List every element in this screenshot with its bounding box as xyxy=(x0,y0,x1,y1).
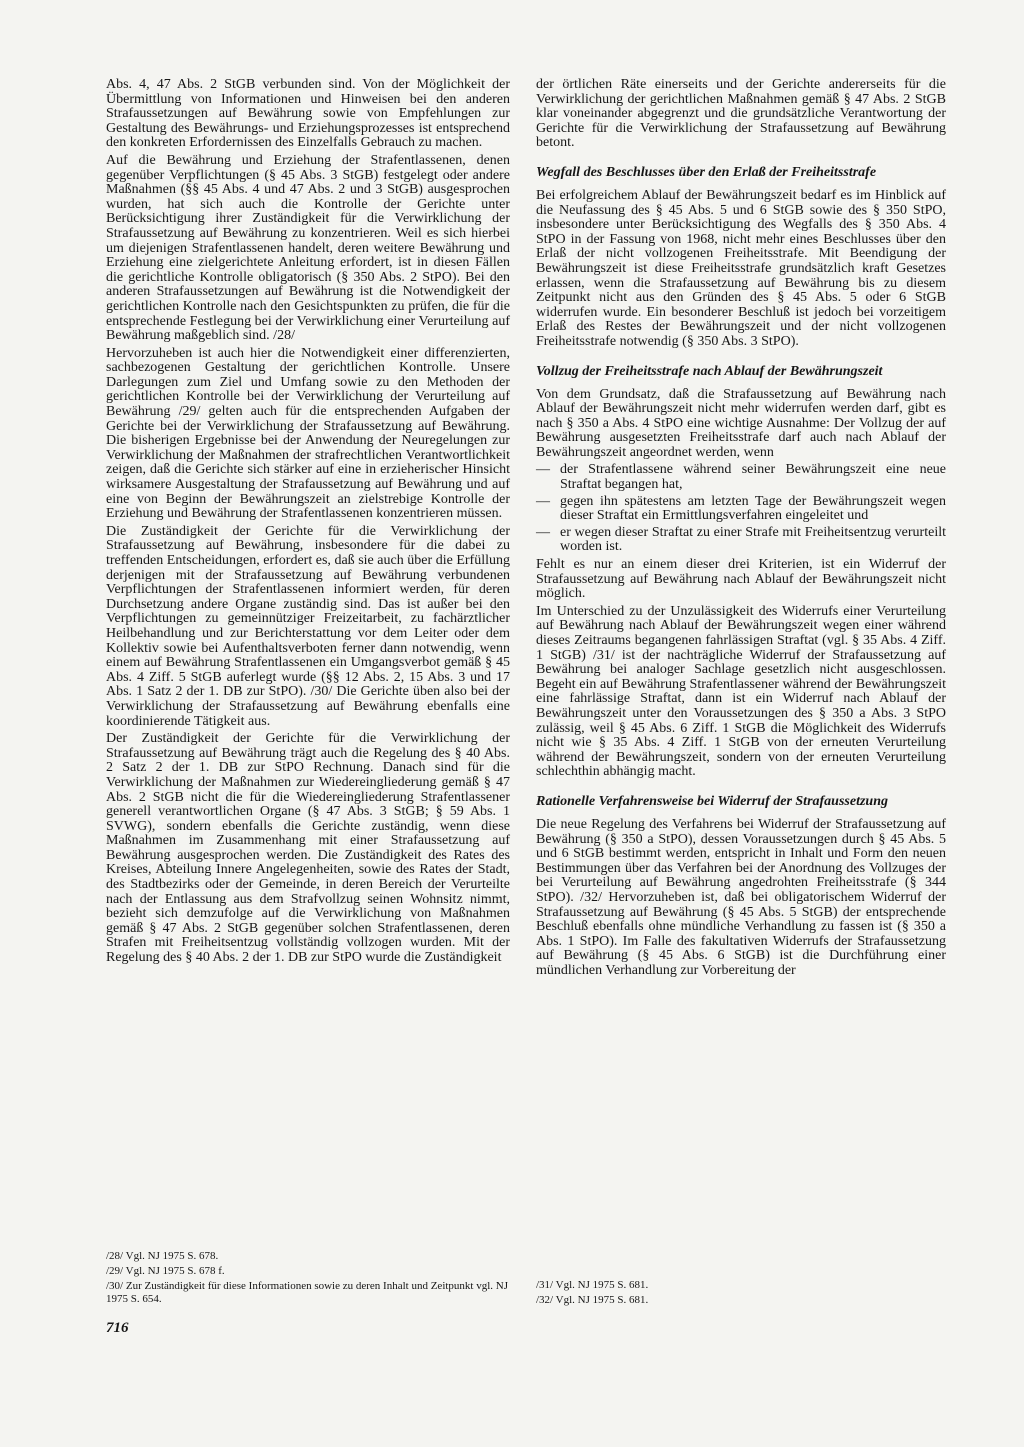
paragraph: Die Zuständigkeit der Gerichte für die Verwirklichung der Strafaussetzung auf Bewährung, insbesondere für die dabei zu treffenden Entscheidungen, erfordert es, daß sie auch über die Erfüllung derjenigen mit der Strafaussetzung auf Bewährung verbundenen Verpflichtungen der Strafentlassenen informiert werden, für deren Durchsetzung andere Organe zuständig sind. Das ist außer bei den Verpflichtungen zu gemeinnütziger Freizeitarbeit, zu fachärztlicher Heilbehandlung und zur Berichterstattung vor dem Leiter oder dem Kollektiv sowie bei Aufenthaltsverboten ferner dann notwendig, wenn einem auf Bewährung Strafentlassenen ein Umgangsverbot gemäß § 45 Abs. 4 Ziff. 5 StGB auferlegt wurde (§§ 12 Abs. 2, 15 Abs. 3 und 17 Abs. 1 Satz 2 der 1. DB zur StPO). /30/ Die Gerichte üben also bei der Verwirklichung der Strafaussetzung auf Bewährung ebenfalls eine koordinierende Tätigkeit aus. xyxy=(106,523,510,729)
footnote: /31/ Vgl. NJ 1975 S. 681. xyxy=(536,1279,649,1291)
page-number: 716 xyxy=(106,1320,129,1336)
list-item: — der Strafentlassene während seiner Bewährungszeit eine neue Straftat begangen hat, xyxy=(536,462,946,493)
list-item-text: der Strafentlassene während seiner Bewährungszeit eine neue Straftat begangen hat, xyxy=(560,462,946,493)
list-item-text: gegen ihn spätestens am letzten Tage der Bewährungszeit wegen dieser Straftat ein Ermittlungsverfahren eingeleitet und xyxy=(560,493,946,524)
criteria-list xyxy=(536,463,946,555)
footnotes-right xyxy=(536,1279,946,1309)
section-heading: Rationelle Verfahrensweise bei Widerruf der Strafaussetzung xyxy=(536,793,888,809)
paragraph: Bei erfolgreichem Ablauf der Bewährungszeit bedarf es im Hinblick auf die Neufassung des § 45 Abs. 5 und 6 StGB sowie des § 350 StPO, insbesondere unter Berücksichtigung des Wegfalls des § 350 Abs. 4 StPO in der Fassung von 1968, nicht mehr eines Beschlusses über den Erlaß der nicht vollzogenen Freiheitsstrafe. Mit Beendigung der Bewährungszeit ist diese Freiheitsstrafe grundsätzlich kraft Gesetzes erlassen, wenn die Strafaussetzung auf Bewährung bis zu diesem Zeitpunkt nicht aus den Gründen des § 45 Abs. 5 oder 6 StGB widerrufen wurde. Ein besonderer Beschluß ist jedoch bei vorzeitigem Erlaß des Restes der Bewährungszeit und der nicht vollzogenen Freiheitsstrafe notwendig (§ 350 Abs. 3 StPO). xyxy=(536,187,946,349)
paragraph: der örtlichen Räte einerseits und der Gerichte andererseits für die Verwirklichung der gerichtlichen Maßnahmen gemäß § 47 Abs. 2 StGB klar voneinander abgegrenzt und die grundsätzliche Verantwortung der Gerichte für die Verwirklichung der Strafaussetzung auf Bewährung betont. xyxy=(536,77,946,151)
footnote: /29/ Vgl. NJ 1975 S. 678 f. xyxy=(106,1265,225,1277)
paragraph: Der Zuständigkeit der Gerichte für die Verwirklichung der Strafaussetzung auf Bewährung trägt auch die Regelung des § 40 Abs. 2 Satz 2 der 1. DB zur StPO Rechnung. Danach sind für die Verwirklichung der Maßnahmen zur Wiedereingliederung gemäß § 47 Abs. 2 StGB nicht die für die Wiedereingliederung Strafentlassener generell verantwortlichen Organe (§ 47 Abs. 3 StGB; § 59 Abs. 1 SVWG), sondern ebenfalls die Gerichte zuständig, wenn diese Maßnahmen im Zusammenhang mit einer Strafaussetzung auf Bewährung ausgesprochen werden. Die Zuständigkeit des Rates des Kreises, Abteilung Innere Angelegenheiten, sowie des Rates der Stadt, des Stadtbezirks oder der Gemeinde, in deren Bereich der Verurteilte nach der Entlassung aus dem Strafvollzug seinen Wohnsitz nimmt, bezieht sich demzufolge auf die Verwirklichung von Maßnahmen gemäß § 47 Abs. 2 StGB gegenüber solchen Strafentlassenen, deren Strafen mit Freiheitsentzug vollständig vollzogen wurden. Mit der Regelung des § 40 Abs. 2 der 1. DB zur StPO wurde die Zuständigkeit xyxy=(106,731,510,966)
paragraph: Im Unterschied zu der Unzulässigkeit des Widerrufs einer Verurteilung auf Bewährung nach Ablauf der Bewährungszeit wegen einer während dieses Zeitraums begangenen fahrlässigen Straftat (vgl. § 35 Abs. 4 Ziff. 1 StGB) /31/ ist der nachträgliche Widerruf der Strafaussetzung auf Bewährung bei analoger Sachlage gesetzlich nicht ausgeschlossen. Begeht ein auf Bewährung Strafentlassener während der Bewährungszeit eine fahrlässige Straftat, dann ist ein Widerruf nach Ablauf der Bewährungszeit unter den Voraussetzungen des § 350 a Abs. 3 StPO zulässig, weil § 45 Abs. 6 Ziff. 1 StGB die Möglichkeit des Widerrufs nicht wie § 35 Abs. 4 Ziff. 1 StGB von der erneuten Verurteilung während der Bewährungszeit, sondern von der erneuten Verurteilung schlechthin abhängig macht. xyxy=(536,603,946,780)
footnote: /30/ Zur Zuständigkeit für diese Informationen sowie zu deren Inhalt und Zeitpunkt vgl. NJ 1975 S. 654. xyxy=(106,1280,509,1305)
paragraph: Die neue Regelung des Verfahrens bei Widerruf der Strafaussetzung auf Bewährung (§ 350 a StPO), dessen Voraussetzungen durch § 45 Abs. 5 und 6 StGB bestimmt werden, entspricht in Inhalt und Form den neuen Bestimmungen über das Verfahren bei der Anordnung des Vollzuges der bei Verurteilung auf Bewährung angedrohten Freiheitsstrafe (§ 344 StPO). /32/ Hervorzuheben ist, daß bei obligatorischem Widerruf der Strafaussetzung auf Bewährung (§ 45 Abs. 5 StGB) der entsprechende Beschluß ebenfalls ohne mündliche Verhandlung zu fassen ist (§ 350 a Abs. 1 StPO). Im Falle des fakultativen Widerrufs der Strafaussetzung auf Bewährung (§ 45 Abs. 6 StGB) ist die Durchführung einer mündlichen Verhandlung zur Vorbereitung der xyxy=(536,816,946,978)
paragraph: Auf die Bewährung und Erziehung der Strafentlassenen, denen gegenüber Verpflichtungen (§ 45 Abs. 3 StGB) festgelegt oder andere Maßnahmen (§§ 45 Abs. 4 und 47 Abs. 2 und 3 StGB) ausgesprochen wurden, hat sich auch die Kontrolle der Gerichte unter Berücksichtigung ihrer Zuständigkeit für die Verwirklichung der Strafaussetzung auf Bewährung zu konzentrieren. Weil es sich hierbei um diejenigen Strafentlassenen handelt, deren weitere Bewährung und Erziehung eine zielgerichtete Anleitung erfordert, ist in diesen Fällen die gerichtliche Kontrolle obligatorisch (§ 350 Abs. 2 StPO). Bei den anderen Strafaussetzungen auf Bewährung ist die Notwendigkeit der gerichtlichen Kontrolle nach den Gesichtspunkten zu prüfen, die für die entsprechende Festlegung bei der Verwirklichung einer Verurteilung auf Bewährung maßgeblich sind. /28/ xyxy=(106,152,510,344)
paragraph: Von dem Grundsatz, daß die Strafaussetzung auf Bewährung nach Ablauf der Bewährungszeit nicht mehr widerrufen werden darf, gibt es nach § 350 a Abs. 4 StPO eine wichtige Ausnahme: Der Vollzug der auf Bewährung ausgesetzten Freiheitsstrafe darf auch nach Ablauf der Bewährungszeit angeordnet werden, wenn xyxy=(536,386,946,460)
section-heading: Vollzug der Freiheitsstrafe nach Ablauf der Bewährungszeit xyxy=(536,363,883,379)
paragraph: Hervorzuheben ist auch hier die Notwendigkeit einer differenzierten, sachbezogenen Gestaltung der gerichtlichen Kontrolle. Unsere Darlegungen zum Ziel und Umfang sowie zu den Methoden der gerichtlichen Kontrolle bei der Verwirklichung der Verurteilung auf Bewährung /29/ gelten auch für die entsprechenden Aufgaben der Gerichte bei der Verwirklichung der Strafaussetzung auf Bewährung. Die bisherigen Ergebnisse bei der Anwendung der Neuregelungen zur Verwirklichung der Maßnahmen der strafrechtlichen Verantwortlichkeit zeigen, daß die Gerichte sich stärker auf eine in erzieherischer Hinsicht wirksamere Ausgestaltung der Strafaussetzung auf Bewährung und auf eine von Beginn der Bewährungszeit an zielstrebige Kontrolle der Erziehung und Bewährung der Strafentlassenen konzentrieren müssen. xyxy=(106,345,510,522)
left-column xyxy=(106,78,510,969)
footnote: /28/ Vgl. NJ 1975 S. 678. xyxy=(106,1250,219,1262)
right-column xyxy=(536,78,946,981)
footnote: /32/ Vgl. NJ 1975 S. 681. xyxy=(536,1294,649,1306)
paragraph: Fehlt es nur an einem dieser drei Kriterien, ist ein Widerruf der Strafaussetzung auf Bewährung nach Ablauf der Bewährungszeit nicht möglich. xyxy=(536,557,946,602)
list-item: — er wegen dieser Straftat zu einer Strafe mit Freiheitsentzug verurteilt worden ist. xyxy=(536,524,946,555)
section-heading: Wegfall des Beschlusses über den Erlaß der Freiheitsstrafe xyxy=(536,164,877,180)
paragraph: Abs. 4, 47 Abs. 2 StGB verbunden sind. Von der Möglichkeit der Übermittlung von Informationen und Hinweisen bei den anderen Strafaussetzungen auf Bewährung sowie von Empfehlungen zur Gestaltung des Bewährungs- und Erziehungsprozesses ist entsprechend den konkreten Erfordernissen des Einzelfalls Gebrauch zu machen. xyxy=(106,77,510,151)
list-item-text: er wegen dieser Straftat zu einer Strafe mit Freiheitsentzug verurteilt worden ist. xyxy=(560,524,946,555)
footnotes-left xyxy=(106,1250,510,1308)
list-item: — gegen ihn spätestens am letzten Tage der Bewährungszeit wegen dieser Straftat ein Ermittlungsverfahren eingeleitet und xyxy=(536,493,946,524)
